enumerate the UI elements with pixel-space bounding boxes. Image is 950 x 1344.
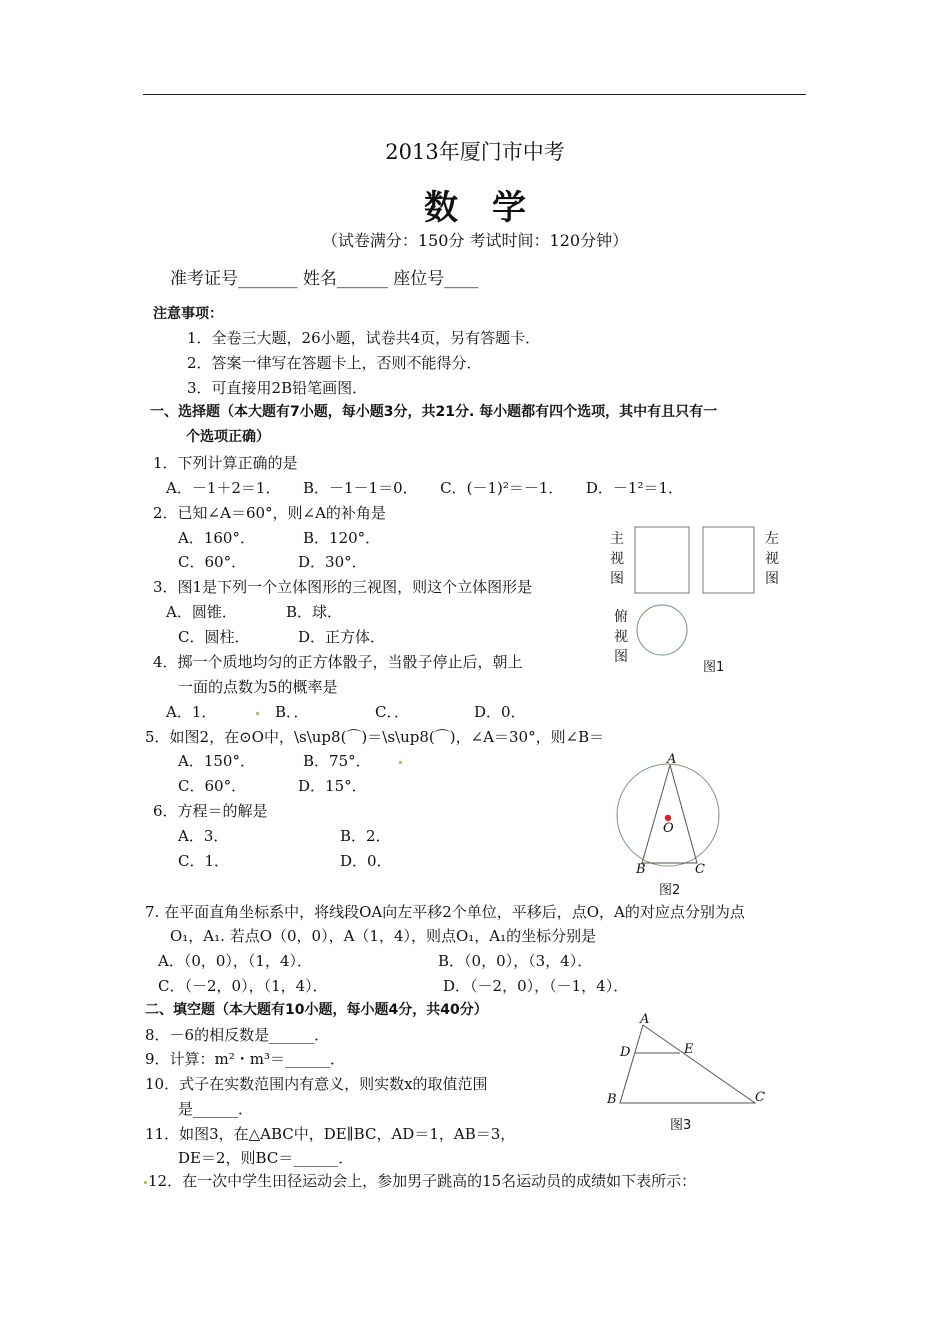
q12: 12．在一次中学生田径运动会上，参加男子跳高的15名运动员的成绩如下表所示： [148,1172,697,1190]
top-view-label: 俯视图 [614,609,628,665]
q1-options: A．－1＋2＝1． B．－1－1＝0． C．(－1)²＝－1． D．－1²＝1． [166,479,684,497]
q4-stem: 4．掷一个质地均匀的正方体骰子，当骰子停止后，朝上 [153,653,523,671]
q6-stem: 6．方程＝的解是 [153,802,268,820]
id-fields: 准考证号_______ 姓名______ 座位号____ [170,269,479,289]
fig3-label-c: C [755,1090,765,1105]
q3-option-a: A．圆锥． [166,603,237,621]
q2-option-c: C．60°． [178,553,247,571]
triangle-abc [642,765,697,863]
scan-speck [144,1181,147,1184]
q7-option-b: B．（0，0），（3，4）． [438,952,593,970]
q4-option-c: C．． [375,703,409,721]
top-view-circle [637,605,687,655]
front-view-label: 主视图 [610,531,624,587]
figure3-drawing [600,1010,780,1120]
figure2-drawing [610,750,760,880]
notice-item-3: 3．可直接用2B铅笔画图． [187,379,368,397]
q1-stem: 1．下列计算正确的是 [153,454,298,472]
fig3-label-a: A [640,1012,650,1027]
fig3-label-d: D [620,1045,631,1060]
fig2-label-b: B [636,862,646,877]
q5-stem: 5．如图2，在⊙O中，\s\up8(⌒)＝\s\up8(⌒)，∠A＝30°，则∠B＝ [145,728,605,746]
q3-option-b: B．球． [286,603,343,621]
q4-stem-cont: 一面的点数为5的概率是 [178,678,338,696]
q4-option-d: D．0． [474,703,526,721]
q2-stem: 2．已知∠A＝60°，则∠A的补角是 [153,504,386,522]
fig2-label-o: O [663,821,674,836]
notice-item-1: 1．全卷三大题，26小题，试卷共4页，另有答题卡． [187,329,541,347]
q10: 10．式子在实数范围内有意义，则实数x的取值范围 [145,1075,488,1093]
q7-option-a: A．（0，0），（1，4）． [158,952,313,970]
section1-heading: 一、选择题（本大题有7小题，每小题3分，共21分. 每小题都有四个选项，其中有且只有一 [150,404,718,420]
q3-stem: 3．图1是下列一个立体图形的三视图，则这个立体图形是 [153,578,533,596]
q4-option-a: A．1． [166,703,217,721]
q9: 9．计算：m²・m³＝______． [145,1050,346,1068]
q5-option-c: C．60°． [178,777,247,795]
scan-speck [256,712,259,715]
figure3-caption: 图3 [670,1118,692,1133]
triangle-abc [620,1025,755,1103]
exam-info: （试卷满分：150分 考试时间：120分钟） [321,231,629,250]
q5-option-d: D．15°． [298,777,367,795]
fig2-label-a: A [667,752,677,767]
side-view-rect [703,527,754,593]
fig3-label-b: B [607,1092,617,1107]
q7-option-d: D．（－2，0），（－1，4）． [443,977,629,995]
figure1-caption: 图1 [703,660,725,675]
notice-title: 注意事项： [153,306,223,322]
q2-option-a: A．160°． [178,529,255,547]
subject-title: 数 学 [424,188,526,228]
side-view-label: 左视图 [765,531,779,587]
q6-option-c: C．1． [178,852,230,870]
q10-cont: 是______． [178,1100,254,1118]
q4-option-b: B．． [275,703,309,721]
fig3-label-e: E [684,1042,694,1057]
q5-option-b: B．75°． [303,752,371,770]
q2-option-b: B．120°． [303,529,381,547]
figure2 [610,750,760,880]
q2-option-d: D．30°． [298,553,367,571]
q3-option-c: C．圆柱． [178,628,250,646]
q7-stem-cont: O₁，A₁. 若点O（0，0），A（1，4），则点O₁，A₁的坐标分别是 [170,927,597,945]
q11-cont: DE＝2，则BC＝______． [178,1149,354,1167]
q6-option-a: A．3． [178,827,229,845]
section2-heading: 二、填空题（本大题有10小题，每小题4分，共40分） [145,1002,488,1018]
q8: 8．－6的相反数是______． [145,1026,330,1044]
front-view-rect [635,527,689,593]
section1-heading-cont: 个选项正确） [186,429,270,445]
q5-option-a: A．150°． [178,752,255,770]
q3-option-d: D．正方体． [298,628,386,646]
notice-item-2: 2．答案一律写在答题卡上，否则不能得分． [187,354,482,372]
q7-stem: 7. 在平面直角坐标系中，将线段OA向左平移2个单位，平移后，点O，A的对应点分别为点 [145,903,745,921]
q7-option-c: C．（－2，0），（1，4）． [158,977,328,995]
figure3 [600,1010,780,1120]
q6-option-b: B．2． [340,827,391,845]
q6-option-d: D．0． [340,852,392,870]
scan-speck [399,761,402,764]
top-rule [143,94,806,95]
figure2-caption: 图2 [659,883,681,898]
fig2-label-c: C [695,862,705,877]
q11: 11．如图3，在△ABC中，DE∥BC，AD＝1，AB＝3， [145,1125,516,1143]
exam-title: 2013年厦门市中考 [385,140,565,164]
